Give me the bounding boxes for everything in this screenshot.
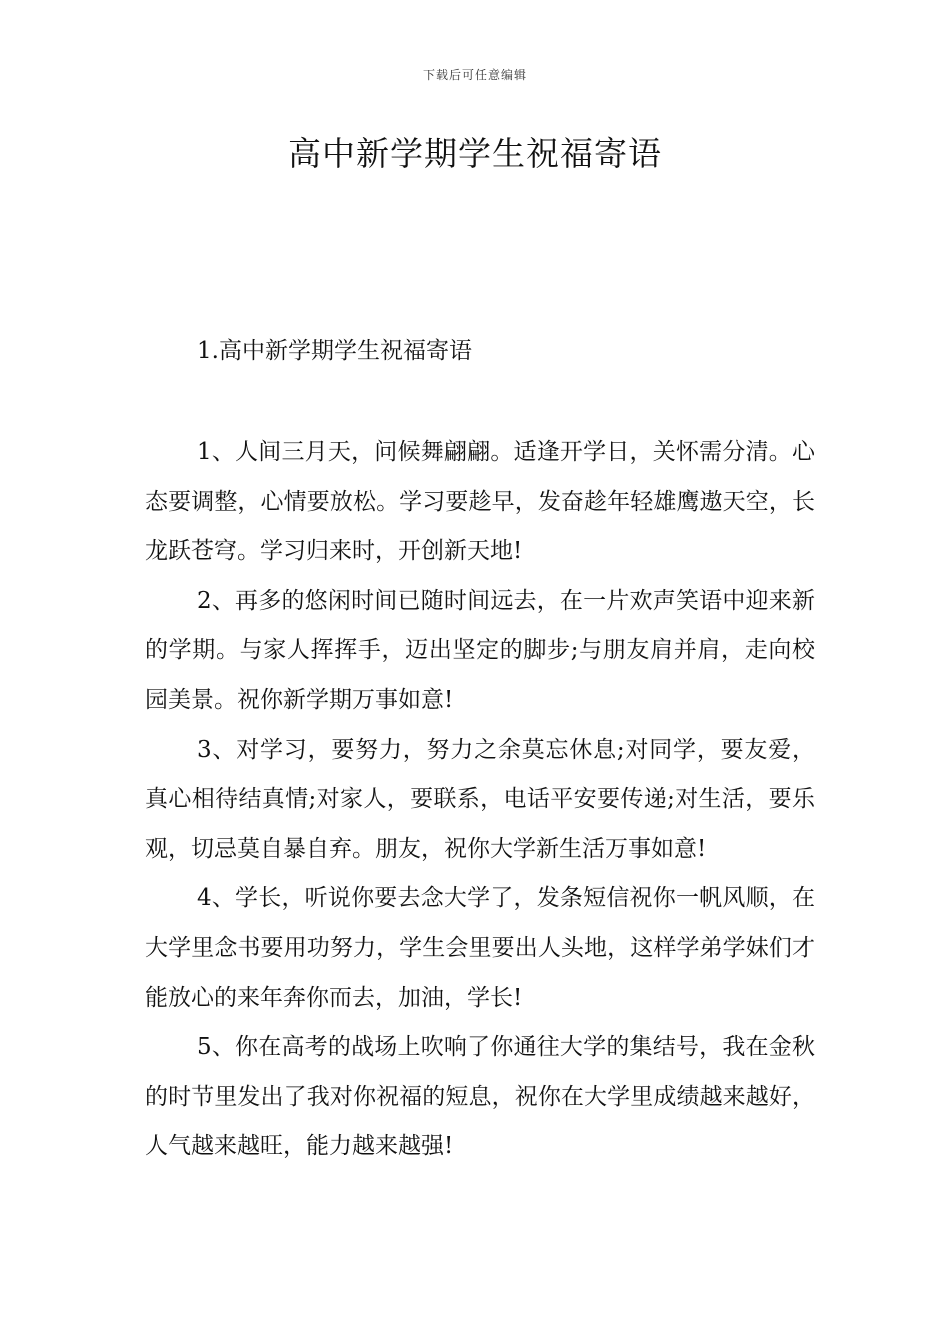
paragraph-2: 2、再多的悠闲时间已随时间远去，在一片欢声笑语中迎来新的学期。与家人挥挥手，迈出坚定的脚步;与朋友肩并肩，走向校园美景。祝你新学期万事如意! [145,587,815,713]
document-title: 高中新学期学生祝福寄语 [288,134,662,173]
paragraph-3: 3、对学习，要努力，努力之余莫忘休息;对同学，要友爱，真心相待结真情;对家人，要联系，电话平安要传递;对生活，要乐观，切忌莫自暴自弃。朋友，祝你大学新生活万事如意! [145,736,815,862]
paragraph-4: 4、学长，听说你要去念大学了，发条短信祝你一帆风顺，在大学里念书要用功努力，学生会里要出人头地，这样学弟学妹们才能放心的来年奔你而去，加油，学长! [145,885,815,1011]
section-heading: 1.高中新学期学生祝福寄语 [197,338,472,364]
paragraph-5: 5、你在高考的战场上吹响了你通往大学的集结号，我在金秋的时节里发出了我对你祝福的短息，祝你在大学里成绩越来越好，人气越来越旺，能力越来越强! [145,1034,815,1160]
header-note: 下载后可任意编辑 [422,68,527,82]
paragraph-1: 1、人间三月天，问候舞翩翩。适逢开学日，关怀需分清。心态要调整，心情要放松。学习要趁早，发奋趁年轻雄鹰遨天空，长龙跃苍穹。学习归来时，开创新天地! [145,439,815,565]
document-body [145,428,815,1172]
